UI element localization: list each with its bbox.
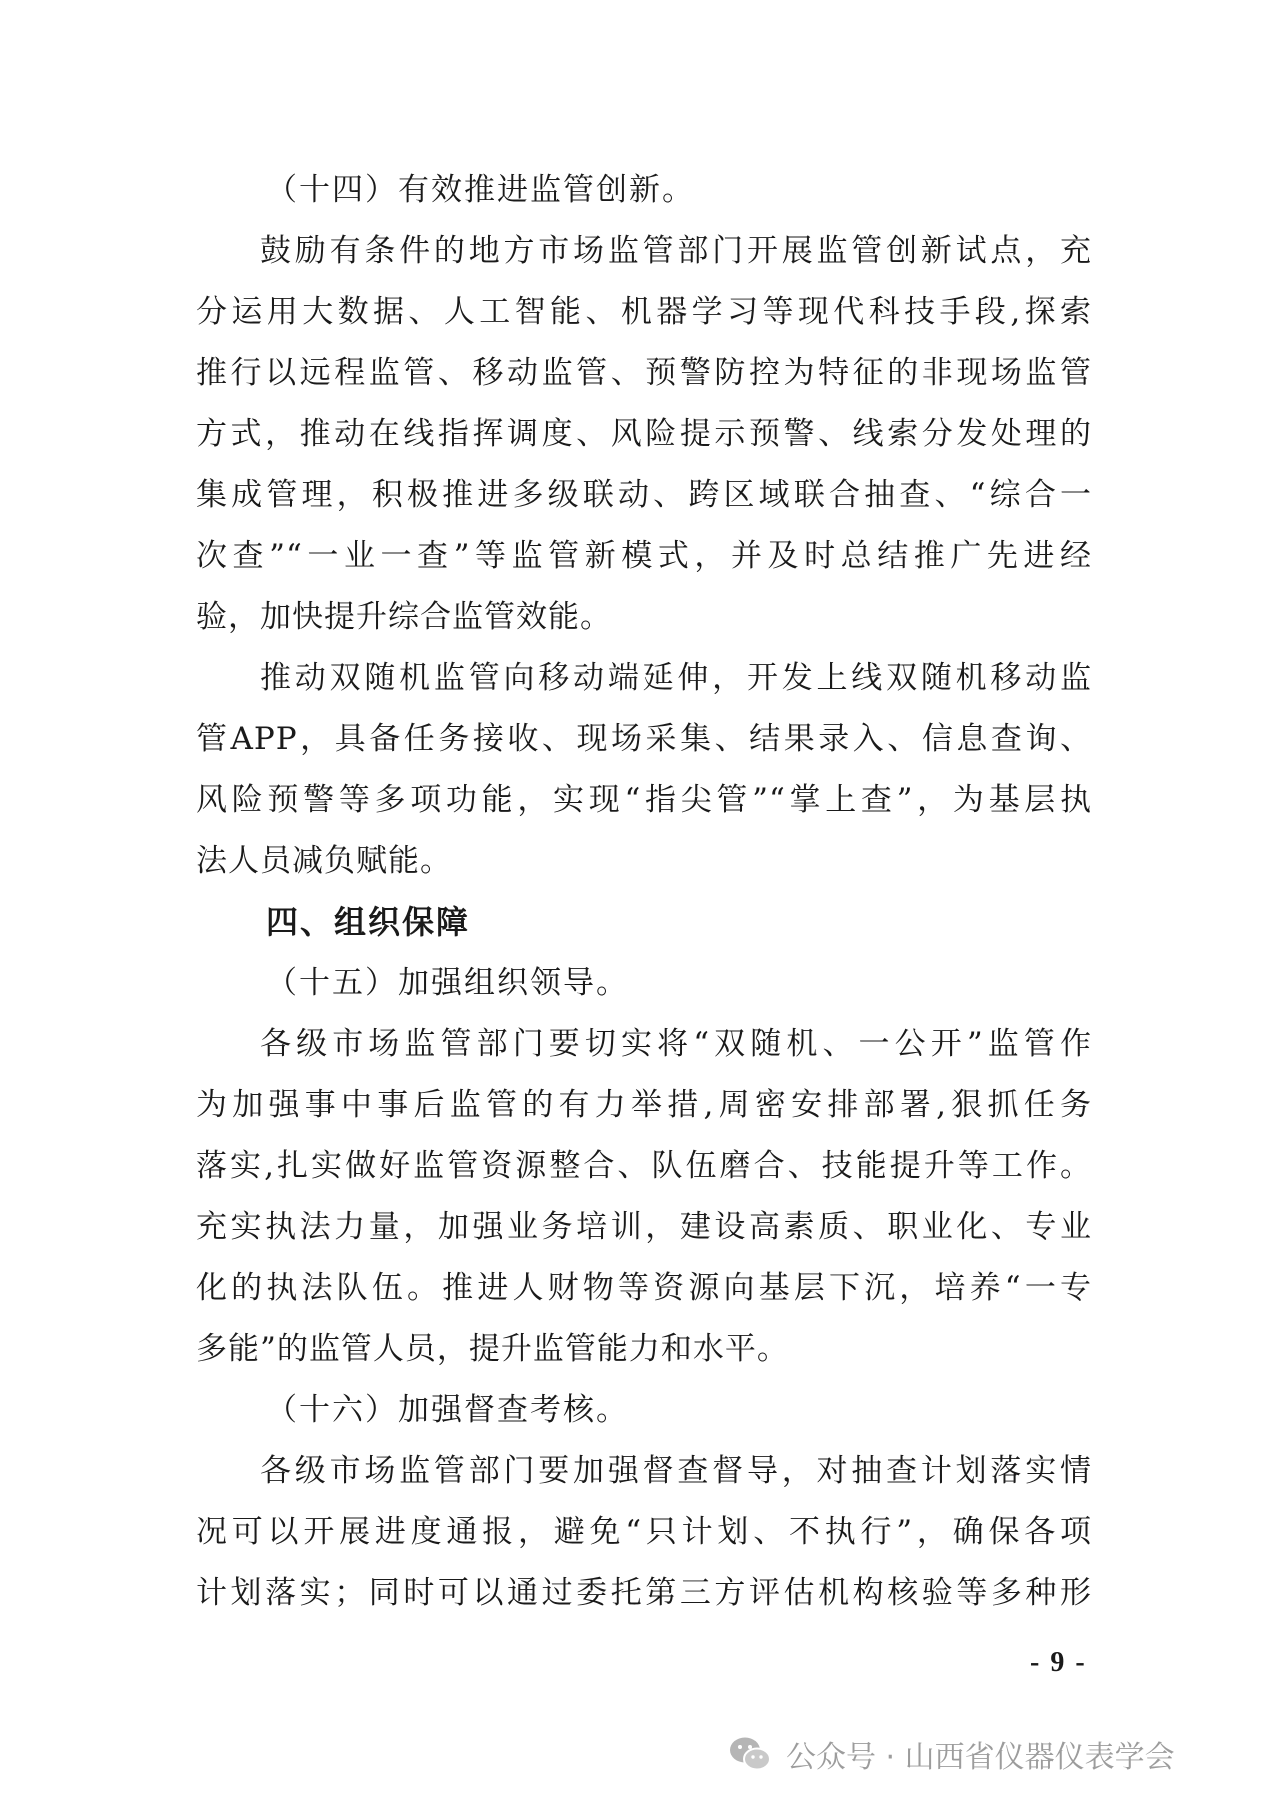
paragraph-line: 推动双随机监管向移动端延伸，开发上线双随机移动监 bbox=[260, 660, 1092, 696]
section-heading-16: （十六）加强督查考核。 bbox=[266, 1392, 629, 1428]
paragraph-line: 集成管理，积极推进多级联动、跨区域联合抽查、“综合一 bbox=[196, 477, 1092, 513]
paragraph-line: 多能”的监管人员，提升监管能力和水平。 bbox=[196, 1331, 789, 1367]
paragraph-line: 各级市场监管部门要切实将“双随机、一公开”监管作 bbox=[260, 1026, 1092, 1062]
paragraph-line: 为加强事中事后监管的有力举措,周密安排部署,狠抓任务 bbox=[196, 1087, 1092, 1123]
paragraph-line: 鼓励有条件的地方市场监管部门开展监管创新试点，充 bbox=[260, 233, 1092, 269]
watermark-text: 公众号 · 山西省仪器仪表学会 bbox=[786, 1740, 1175, 1775]
document-page bbox=[196, 160, 1092, 1624]
paragraph-line: 充实执法力量，加强业务培训，建设高素质、职业化、专业 bbox=[196, 1209, 1092, 1245]
paragraph-line: 次查”“一业一查”等监管新模式，并及时总结推广先进经 bbox=[196, 538, 1092, 574]
paragraph-line: 分运用大数据、人工智能、机器学习等现代科技手段,探索 bbox=[196, 294, 1092, 330]
paragraph-line: 况可以开展进度通报，避免“只计划、不执行”，确保各项 bbox=[196, 1514, 1092, 1550]
section-heading-15: （十五）加强组织领导。 bbox=[266, 965, 629, 1001]
paragraph-line: 化的执法队伍。推进人财物等资源向基层下沉，培养“一专 bbox=[196, 1270, 1092, 1306]
paragraph-line: 落实,扎实做好监管资源整合、队伍磨合、技能提升等工作。 bbox=[196, 1148, 1092, 1184]
paragraph-line: 推行以远程监管、移动监管、预警防控为特征的非现场监管 bbox=[196, 355, 1092, 391]
paragraph-line: 方式，推动在线指挥调度、风险提示预警、线索分发处理的 bbox=[196, 416, 1092, 452]
wechat-icon bbox=[728, 1734, 772, 1774]
paragraph-line: 计划落实；同时可以通过委托第三方评估机构核验等多种形 bbox=[196, 1575, 1092, 1611]
paragraph-line: 风险预警等多项功能，实现“指尖管”“掌上查”，为基层执 bbox=[196, 782, 1092, 818]
section-heading-14: （十四）有效推进监管创新。 bbox=[266, 172, 695, 208]
watermark bbox=[728, 1728, 1175, 1780]
paragraph-line: 各级市场监管部门要加强督查督导，对抽查计划落实情 bbox=[260, 1453, 1092, 1489]
page-number: - 9 - bbox=[1030, 1647, 1087, 1678]
paragraph-line: 管APP，具备任务接收、现场采集、结果录入、信息查询、 bbox=[196, 721, 1092, 757]
part-title: 四、组织保障 bbox=[266, 903, 471, 941]
paragraph-line: 验，加快提升综合监管效能。 bbox=[196, 599, 612, 635]
paragraph-line: 法人员减负赋能。 bbox=[196, 843, 452, 879]
